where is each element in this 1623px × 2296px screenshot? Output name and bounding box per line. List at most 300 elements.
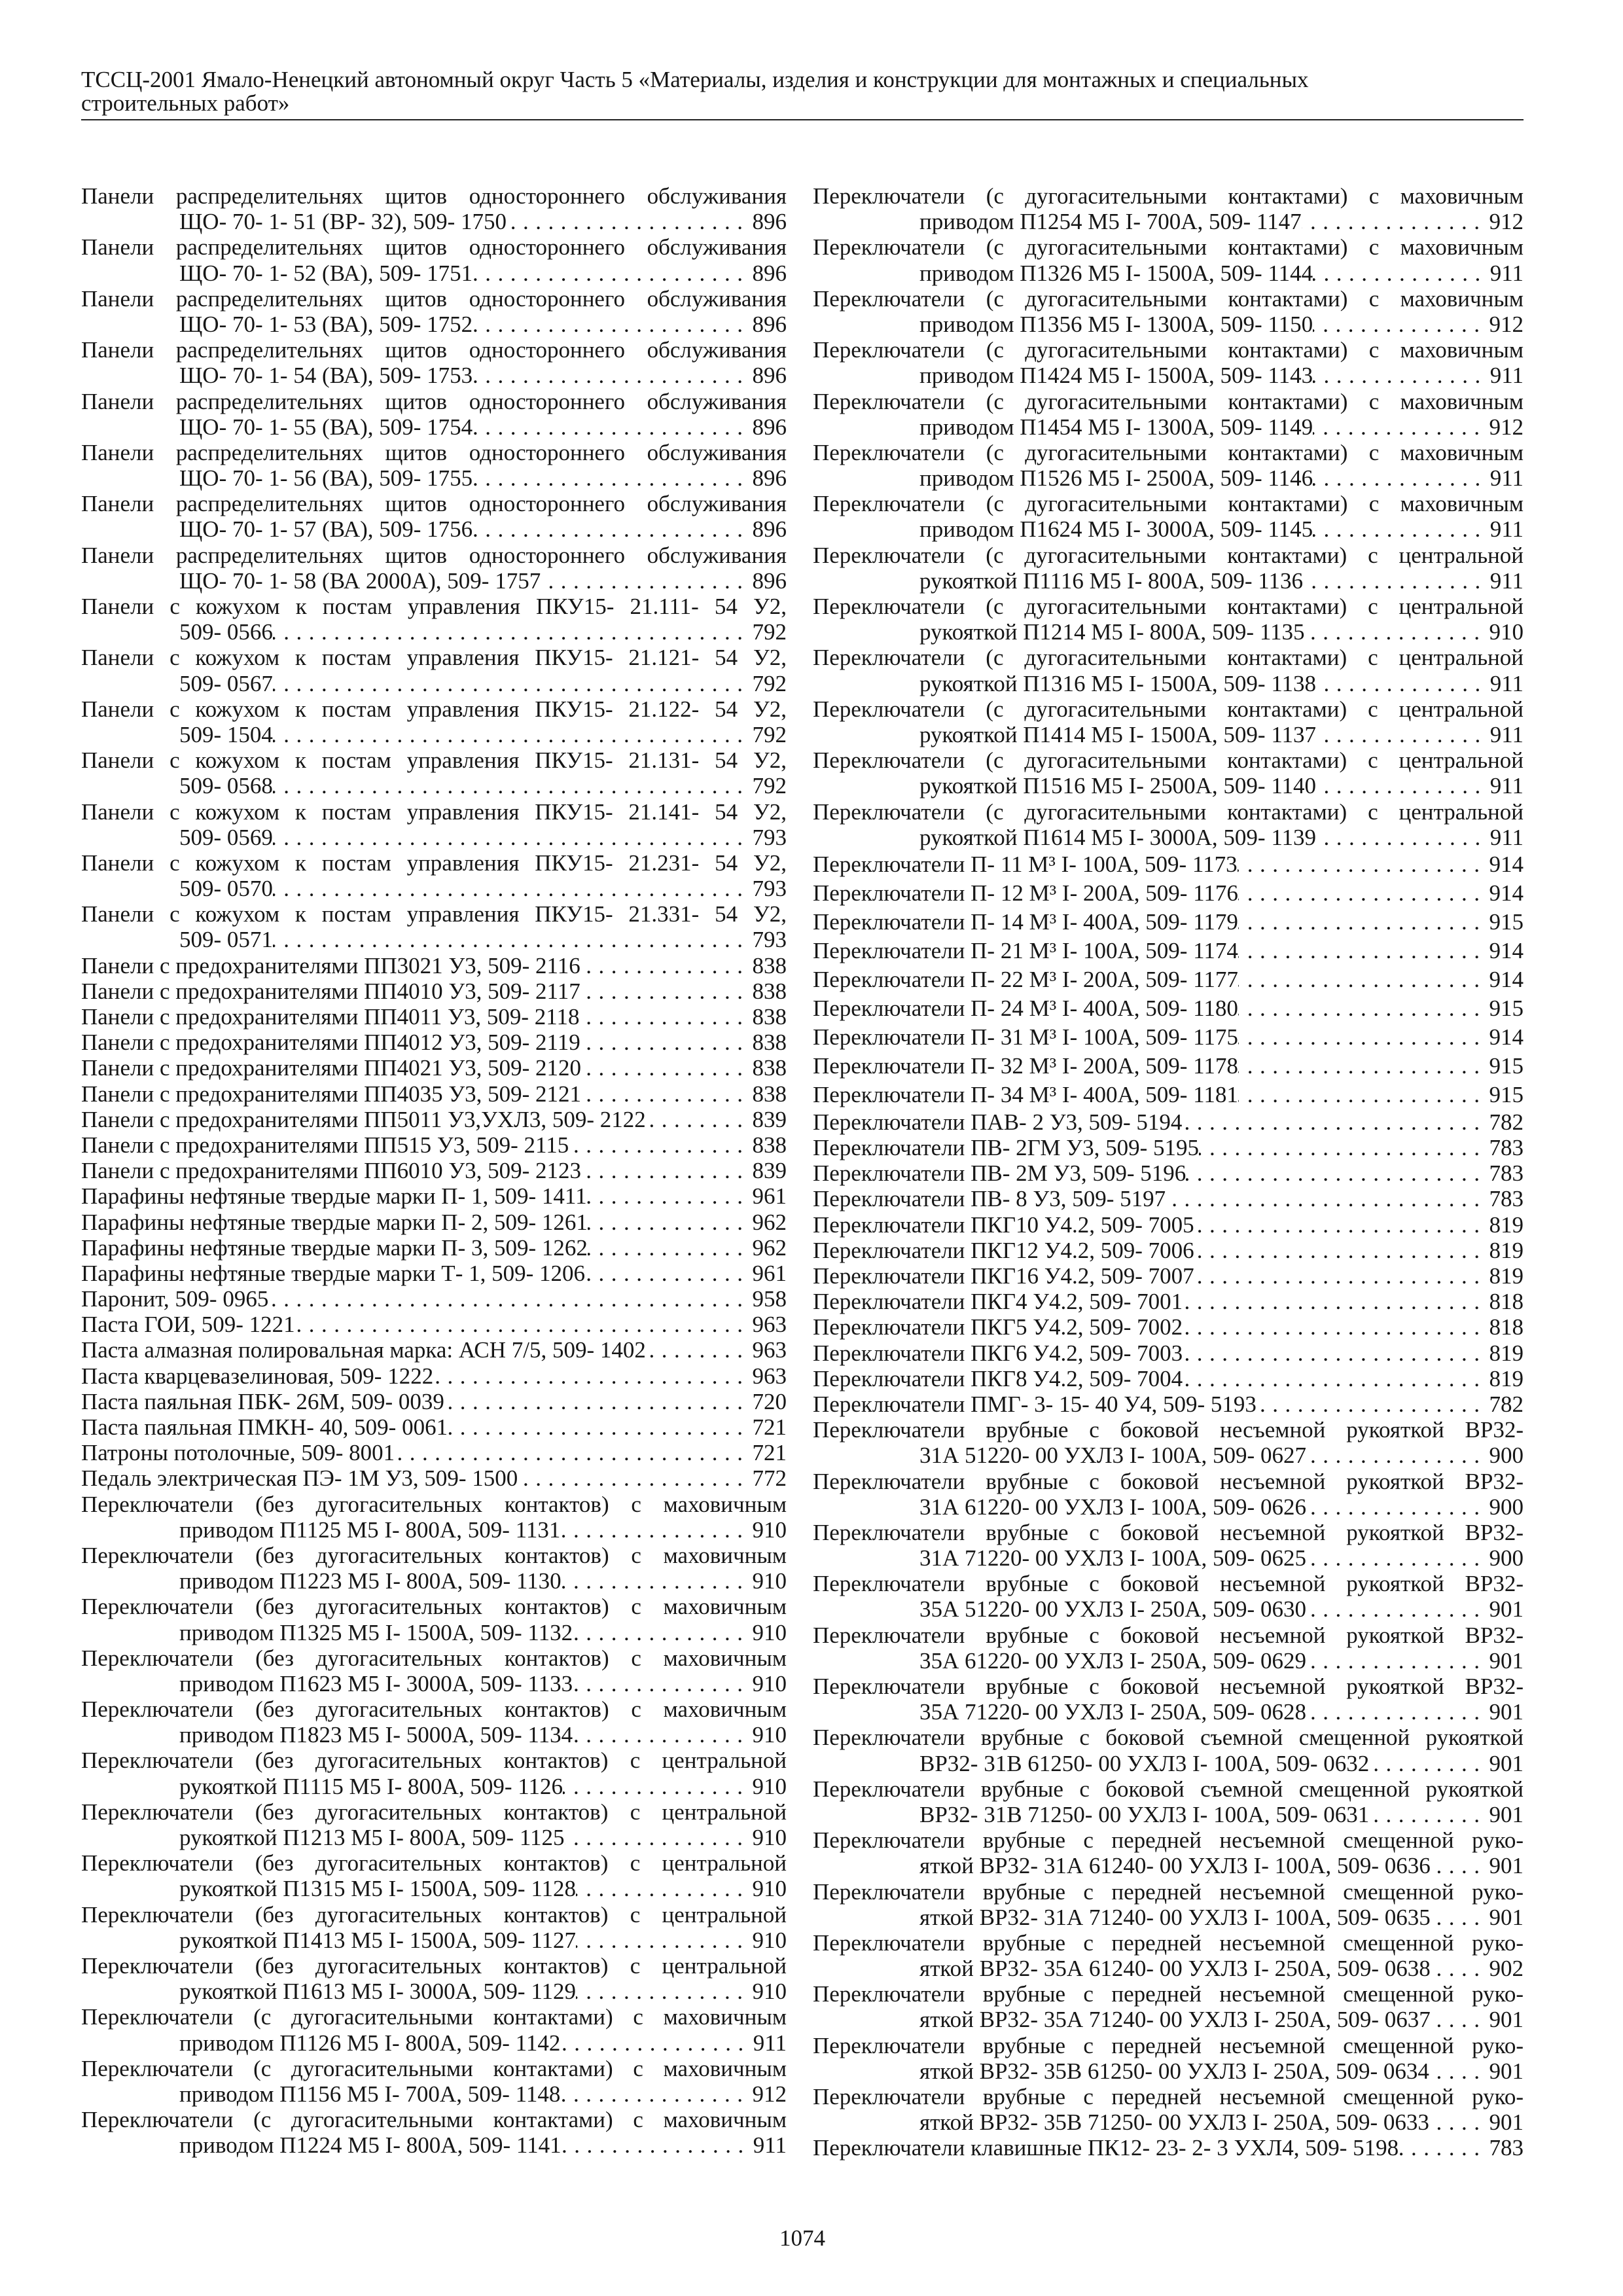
entry-page-number: 896	[752, 311, 787, 337]
dot-leader	[1186, 1160, 1489, 1186]
entry-page-number: 911	[1489, 363, 1524, 389]
entry-line	[813, 1314, 1524, 1340]
entry-page-number: 910	[752, 1927, 787, 1953]
entry-text: Переключатели клавишные ПК12- 23- 2- 3 УХЛ4, 509- 5198	[813, 2135, 1399, 2161]
entry-line	[81, 1620, 787, 1645]
entry-text: Переключатели ПМГ- 3- 15- 40 У4, 509- 5193	[813, 1391, 1257, 1417]
dot-leader	[1313, 516, 1490, 542]
dot-leader	[1238, 1023, 1489, 1052]
entry-text: ЩО- 70- 1- 55 (ВА), 509- 1754	[179, 414, 473, 440]
index-entry	[813, 234, 1524, 285]
entry-text: Переключатели П- 34 М³ I- 400А, 509- 1181	[813, 1081, 1238, 1107]
dot-leader	[1238, 879, 1489, 908]
index-entry	[813, 286, 1524, 337]
entry-first-line: Панели распределительнях щитов одностороннего обслуживания	[81, 234, 787, 260]
dot-leader	[1194, 1238, 1489, 1263]
entry-line	[81, 978, 787, 1004]
dot-leader	[273, 927, 753, 952]
entry-text: Переключатели П- 12 М³ I- 200А, 509- 1176	[813, 880, 1238, 906]
entry-line	[81, 1568, 787, 1594]
entry-text: 509- 0571	[179, 927, 273, 953]
dot-leader	[562, 1568, 753, 1594]
dot-leader	[1316, 671, 1490, 696]
dot-leader	[1302, 209, 1489, 234]
entry-first-line: Переключатели (с дугогасительными контактами) с центральной	[813, 696, 1524, 722]
index-entry	[81, 953, 787, 978]
dot-leader	[569, 1132, 752, 1158]
entry-text: Педаль электрическая ПЭ- 1М У3, 509- 1500	[81, 1465, 518, 1492]
entry-first-line: Панели распределительнях щитов одностороннего обслуживания	[81, 183, 787, 209]
index-entry	[81, 645, 787, 696]
entry-text: Паста кварцевазелиновая, 509- 1222	[81, 1363, 434, 1389]
entry-page-number: 911	[1489, 824, 1524, 850]
dot-leader	[273, 671, 753, 696]
entry-page-number: 911	[1489, 516, 1524, 543]
entry-page-number: 838	[752, 952, 787, 978]
index-entry	[81, 747, 787, 798]
entry-text: яткой ВР32- 35В 71250- 00 УХЛ3 I- 250А, 509- 0633	[919, 2109, 1429, 2136]
entry-page-number: 839	[752, 1158, 787, 1184]
dot-leader	[1313, 363, 1490, 388]
entry-line	[81, 1979, 787, 2004]
entry-text: Панели с предохранителями ПП6010 У3, 509- 2123	[81, 1158, 582, 1184]
entry-first-line: Панели с кожухом к постам управления ПКУ15- 21.231- 54 У2,	[81, 850, 787, 876]
index-entry	[81, 799, 787, 850]
index-entry	[813, 965, 1524, 994]
entry-line	[813, 1391, 1524, 1417]
entry-first-line: Переключатели (без дугогасительных контактов) с маховичным	[81, 1696, 787, 1723]
entry-text: Переключатели ПВ- 8 У3, 509- 5197	[813, 1186, 1166, 1212]
entry-line	[813, 2109, 1524, 2135]
entry-line	[813, 516, 1524, 542]
entry-text: Переключатели П- 31 М³ I- 100А, 509- 1175	[813, 1024, 1238, 1050]
dot-leader	[580, 1030, 753, 1055]
entry-page-number: 914	[1489, 966, 1524, 992]
entry-line	[813, 1052, 1524, 1081]
entry-text: Переключатели ПКГ4 У4.2, 509- 7001	[813, 1289, 1183, 1315]
entry-page-number: 910	[752, 1876, 787, 1902]
entry-text: Переключатели ПКГ12 У4.2, 509- 7006	[813, 1237, 1194, 1263]
dot-leader	[395, 1440, 752, 1465]
entry-text: приводом П1624 М5 I- 3000А, 509- 1145	[919, 516, 1313, 543]
entry-page-number: 961	[752, 1183, 787, 1210]
entry-text: Панели с предохранителями ПП4011 У3, 509- 2118	[81, 1004, 580, 1030]
entry-line	[813, 671, 1524, 696]
entry-line	[81, 1774, 787, 1799]
entry-first-line: Переключатели врубные с передней несъемной смещенной руко-	[813, 1981, 1524, 2007]
entry-page-number: 958	[752, 1286, 787, 1312]
entry-line	[813, 1160, 1524, 1186]
entry-page-number: 911	[1489, 670, 1524, 696]
entry-line	[813, 2007, 1524, 2032]
entry-line	[81, 671, 787, 696]
entry-line	[813, 1648, 1524, 1674]
dot-leader	[1199, 1135, 1489, 1160]
entry-text: Переключатели П- 24 М³ I- 400А, 509- 1180	[813, 995, 1238, 1021]
entry-text: Панели с предохранителями ПП4021 У3, 509- 2120	[81, 1055, 582, 1081]
dot-leader	[1316, 825, 1490, 850]
entry-line	[81, 465, 787, 491]
entry-page-number: 896	[752, 209, 787, 235]
entry-text: Переключатели ПКГ16 У4.2, 509- 7007	[813, 1263, 1194, 1289]
entry-line	[81, 260, 787, 286]
entry-page-number: 901	[1489, 2109, 1524, 2136]
entry-first-line: Переключатели (с дугогасительными контактами) с маховичным	[813, 491, 1524, 517]
index-entry	[81, 1902, 787, 1953]
entry-line	[813, 1443, 1524, 1468]
index-entry	[813, 1340, 1524, 1366]
entry-text: ВР32- 31В 71250- 00 УХЛ3 I- 100А, 509- 0631	[919, 1801, 1370, 1827]
entry-first-line: Переключатели (без дугогасительных контактов) с маховичным	[81, 1645, 787, 1671]
entry-first-line: Панели распределительнях щитов одностороннего обслуживания	[81, 337, 787, 363]
index-entry	[81, 389, 787, 440]
entry-page-number: 915	[1489, 1052, 1524, 1079]
entry-text: приводом П1125 М5 I- 800А, 509- 1131	[179, 1516, 561, 1543]
dot-leader	[1316, 773, 1490, 798]
entry-page-number: 782	[1489, 1109, 1524, 1135]
entry-page-number: 914	[1489, 880, 1524, 906]
entry-page-number: 900	[1489, 1545, 1524, 1571]
dot-leader	[1431, 1853, 1489, 1878]
dot-leader	[473, 414, 752, 440]
index-entry	[81, 491, 787, 542]
entry-text: приводом П1126 М5 I- 800А, 509- 1142	[179, 2030, 561, 2056]
index-entry	[813, 183, 1524, 234]
entry-text: яткой ВР32- 35В 61250- 00 УХЛ3 I- 250А, 509- 0634	[919, 2058, 1429, 2084]
dot-leader	[1166, 1186, 1489, 1211]
entry-first-line: Переключатели (без дугогасительных контактов) с центральной	[81, 1748, 787, 1774]
entry-page-number: 838	[752, 1081, 787, 1107]
entry-page-number: 901	[1489, 1904, 1524, 1930]
entry-first-line: Переключатели (без дугогасительных контактов) с маховичным	[81, 1542, 787, 1568]
entry-page-number: 900	[1489, 1494, 1524, 1520]
entry-page-number: 911	[1489, 260, 1524, 286]
dot-leader	[562, 2132, 753, 2158]
entry-text: рукояткой П1115 М5 I- 800А, 509- 1126	[179, 1773, 563, 1799]
index-entry	[813, 1725, 1524, 1776]
entry-first-line: Переключатели (с дугогасительными контактами) с центральной	[813, 542, 1524, 568]
entry-first-line: Панели с кожухом к постам управления ПКУ15- 21.122- 54 У2,	[81, 696, 787, 722]
dot-leader	[1183, 1314, 1489, 1340]
entry-page-number: 914	[1489, 1024, 1524, 1050]
entry-text: рукояткой П1316 М5 I- 1500А, 509- 1138	[919, 670, 1317, 696]
entry-page-number: 772	[752, 1465, 787, 1492]
index-entry	[81, 2107, 787, 2158]
entry-first-line: Переключатели (без дугогасительных контактов) с маховичным	[81, 1594, 787, 1620]
entry-text: рукояткой П1315 М5 I- 1500А, 509- 1128	[179, 1876, 577, 1902]
index-entry	[813, 879, 1524, 908]
entry-line	[81, 1465, 787, 1491]
entry-page-number: 901	[1489, 1699, 1524, 1725]
entry-line	[81, 209, 787, 234]
entry-first-line: Переключатели (с дугогасительными контактами) с маховичным	[81, 2004, 787, 2030]
index-entry	[81, 901, 787, 952]
entry-first-line: Переключатели врубные с боковой несъемной рукояткой ВР32-	[813, 1622, 1524, 1648]
dot-leader	[518, 1465, 752, 1491]
entry-text: 509- 0570	[179, 876, 273, 902]
dot-leader	[573, 1671, 752, 1696]
entry-text: приводом П1325 М5 I- 1500А, 509- 1132	[179, 1619, 573, 1645]
dot-leader	[581, 1055, 752, 1081]
entry-text: Переключатели П- 14 М³ I- 400А, 509- 1179	[813, 908, 1238, 935]
entry-first-line: Переключатели (без дугогасительных контактов) с центральной	[81, 1799, 787, 1825]
entry-first-line: Панели с кожухом к постам управления ПКУ15- 21.141- 54 У2,	[81, 798, 787, 825]
entry-first-line: Переключатели (с дугогасительными контактами) с центральной	[813, 645, 1524, 671]
entry-text: рукояткой П1613 М5 I- 3000А, 509- 1129	[179, 1979, 577, 2005]
index-entry	[813, 696, 1524, 747]
index-entry	[813, 594, 1524, 645]
entry-page-number: 963	[752, 1363, 787, 1389]
entry-line	[81, 516, 787, 542]
index-entry	[81, 543, 787, 594]
entry-page-number: 911	[753, 2132, 787, 2159]
entry-page-number: 912	[1489, 209, 1524, 235]
dot-leader	[1369, 1751, 1489, 1776]
index-entry	[813, 1981, 1524, 2032]
entry-text: приводом П1823 М5 I- 5000А, 509- 1134	[179, 1722, 573, 1748]
entry-page-number: 912	[1489, 311, 1524, 337]
dot-leader	[576, 1928, 752, 1953]
dot-leader	[1313, 260, 1490, 286]
index-entry	[81, 594, 787, 645]
index-entry	[81, 1850, 787, 1901]
entry-text: Паронит, 509- 0965	[81, 1286, 269, 1312]
index-entry	[813, 2135, 1524, 2161]
index-entry	[81, 1158, 787, 1183]
entry-text: ЩО- 70- 1- 54 (ВА), 509- 1753	[179, 363, 473, 389]
entry-page-number: 783	[1489, 2135, 1524, 2161]
entry-line	[81, 1183, 787, 1209]
entry-text: приводом П1526 М5 I- 2500А, 509- 1146	[919, 465, 1313, 492]
entry-text: ВР32- 31В 61250- 00 УХЛ3 I- 100А, 509- 0632	[919, 1750, 1370, 1776]
entry-page-number: 962	[752, 1234, 787, 1261]
entry-page-number: 819	[1489, 1237, 1524, 1263]
dot-leader	[580, 978, 753, 1004]
entry-line	[813, 1905, 1524, 1930]
index-entry	[81, 1440, 787, 1465]
entry-text: яткой ВР32- 35А 71240- 00 УХЛ3 I- 250А, 509- 0637	[919, 2007, 1431, 2033]
index-entry	[81, 850, 787, 901]
entry-page-number: 782	[1489, 1391, 1524, 1417]
index-entry	[81, 2056, 787, 2107]
entry-page-number: 911	[1489, 773, 1524, 799]
entry-first-line: Переключатели (без дугогасительных контактов) с центральной	[81, 1850, 787, 1876]
entry-line	[81, 1055, 787, 1081]
entry-first-line: Переключатели (с дугогасительными контактами) с маховичным	[81, 2107, 787, 2133]
entry-text: 31А 71220- 00 УХЛ3 I- 100А, 509- 0625	[919, 1545, 1306, 1571]
dot-leader	[1431, 1905, 1489, 1930]
dot-leader	[580, 953, 753, 978]
dot-leader	[1399, 2135, 1489, 2161]
dot-leader	[433, 1363, 752, 1389]
index-entry	[813, 799, 1524, 850]
entry-first-line: Переключатели врубные с передней несъемной смещенной руко-	[813, 1827, 1524, 1854]
entry-text: 509- 0566	[179, 619, 273, 645]
entry-line	[81, 1004, 787, 1030]
dot-leader	[1183, 1340, 1489, 1366]
dot-leader	[1238, 965, 1489, 994]
entry-text: 35А 51220- 00 УХЛ3 I- 250А, 509- 0630	[919, 1596, 1306, 1623]
entry-text: Патроны потолочные, 509- 8001	[81, 1440, 395, 1466]
entry-text: Переключатели П- 22 М³ I- 200А, 509- 1177	[813, 966, 1238, 992]
entry-page-number: 910	[752, 1568, 787, 1594]
entry-text: ЩО- 70- 1- 53 (ВА), 509- 1752	[179, 311, 473, 337]
index-entry	[813, 2033, 1524, 2084]
entry-page-number: 915	[1489, 908, 1524, 935]
entry-page-number: 910	[752, 1670, 787, 1696]
entry-first-line: Переключатели (с дугогасительными контактами) с маховичным	[813, 439, 1524, 465]
dot-leader	[1306, 1699, 1489, 1725]
index-entry	[81, 1389, 787, 1414]
entry-page-number: 901	[1489, 1853, 1524, 1879]
entry-text: Паста ГОИ, 509- 1221	[81, 1312, 295, 1338]
entry-page-number: 901	[1489, 1750, 1524, 1776]
entry-line	[81, 312, 787, 337]
dot-leader	[565, 1825, 753, 1850]
entry-line	[81, 1363, 787, 1389]
entry-line	[813, 965, 1524, 994]
entry-text: яткой ВР32- 35А 61240- 00 УХЛ3 I- 250А, 509- 0638	[919, 1956, 1431, 1982]
entry-first-line: Панели распределительнях щитов одностороннего обслуживания	[81, 388, 787, 414]
entry-line	[81, 1261, 787, 1286]
entry-line	[81, 953, 787, 978]
entry-page-number: 819	[1489, 1365, 1524, 1391]
index-entry	[813, 1314, 1524, 1340]
dot-leader	[273, 773, 753, 798]
index-entry	[813, 1212, 1524, 1238]
index-entry	[81, 1183, 787, 1209]
entry-page-number: 910	[752, 1619, 787, 1645]
dot-leader	[560, 2030, 753, 2056]
entry-text: 35А 61220- 00 УХЛ3 I- 250А, 509- 0629	[919, 1647, 1306, 1674]
entry-line	[81, 414, 787, 440]
index-entry	[813, 850, 1524, 879]
entry-page-number: 915	[1489, 1081, 1524, 1107]
index-entry	[813, 1023, 1524, 1052]
index-entry	[813, 1623, 1524, 1674]
entry-page-number: 838	[752, 1030, 787, 1056]
index-entry	[813, 440, 1524, 491]
entry-line	[81, 1825, 787, 1850]
index-entry	[81, 1492, 787, 1543]
entry-page-number: 818	[1489, 1289, 1524, 1315]
entry-first-line: Панели с кожухом к постам управления ПКУ15- 21.331- 54 У2,	[81, 901, 787, 927]
entry-page-number: 896	[752, 414, 787, 440]
dot-leader	[273, 825, 753, 850]
entry-page-number: 838	[752, 1055, 787, 1081]
entry-text: ЩО- 70- 1- 56 (ВА), 509- 1755	[179, 465, 473, 492]
index-entry	[813, 1263, 1524, 1289]
entry-line	[81, 1414, 787, 1440]
entry-line	[813, 1212, 1524, 1238]
entry-line	[813, 209, 1524, 234]
entry-text: яткой ВР32- 31А 71240- 00 УХЛ3 I- 100А, 509- 0635	[919, 1904, 1431, 1930]
index-entry	[81, 2004, 787, 2055]
entry-page-number: 896	[752, 567, 787, 594]
entry-first-line: Панели распределительнях щитов одностороннего обслуживания	[81, 491, 787, 517]
index-entry	[81, 1363, 787, 1389]
entry-text: ЩО- 70- 1- 57 (ВА), 509- 1756	[179, 516, 473, 543]
entry-text: рукояткой П1414 М5 I- 1500А, 509- 1137	[919, 721, 1317, 747]
dot-leader	[1257, 1391, 1489, 1417]
entry-page-number: 819	[1489, 1211, 1524, 1238]
entry-text: 31А 51220- 00 УХЛ3 I- 100А, 509- 0627	[919, 1443, 1306, 1469]
entry-line	[813, 908, 1524, 937]
entry-first-line: Переключатели (с дугогасительными контактами) с маховичным	[81, 2055, 787, 2081]
index-entry	[813, 1930, 1524, 1981]
index-column-right	[813, 183, 1524, 2161]
index-entry	[81, 1953, 787, 2004]
entry-line	[813, 2058, 1524, 2084]
entry-line	[813, 363, 1524, 388]
dot-leader	[473, 260, 752, 286]
index-entry	[81, 440, 787, 491]
index-entry	[81, 1594, 787, 1645]
entry-first-line: Переключатели (с дугогасительными контактами) с центральной	[813, 747, 1524, 774]
index-entry	[813, 1109, 1524, 1135]
entry-line	[81, 1517, 787, 1543]
entry-page-number: 911	[1489, 721, 1524, 747]
entry-line	[81, 2081, 787, 2107]
index-entry	[81, 1312, 787, 1337]
dot-leader	[573, 1620, 752, 1645]
entry-text: приводом П1223 М5 I- 800А, 509- 1130	[179, 1568, 562, 1594]
entry-first-line: Переключатели врубные с передней несъемной смещенной руко-	[813, 1929, 1524, 1956]
entry-text: рукояткой П1214 М5 I- 800А, 509- 1135	[919, 619, 1305, 645]
index-entry	[813, 1160, 1524, 1186]
entry-page-number: 792	[752, 670, 787, 696]
entry-line	[813, 1081, 1524, 1109]
index-entry	[81, 183, 787, 234]
index-entry	[81, 1004, 787, 1030]
entry-first-line: Переключатели врубные с передней несъемной смещенной руко-	[813, 2084, 1524, 2109]
entry-line	[81, 363, 787, 388]
entry-page-number: 783	[1489, 1160, 1524, 1187]
index-entry	[81, 1465, 787, 1491]
entry-line	[81, 1440, 787, 1465]
dot-leader	[1303, 568, 1490, 594]
entry-first-line: Панели с кожухом к постам управления ПКУ15- 21.131- 54 У2,	[81, 747, 787, 774]
entry-text: рукояткой П1413 М5 I- 1500А, 509- 1127	[179, 1927, 577, 1953]
entry-text: приводом П1224 М5 I- 800А, 509- 1141	[179, 2132, 562, 2159]
entry-text: 509- 0567	[179, 670, 273, 696]
dot-leader	[587, 1183, 753, 1209]
entry-page-number: 910	[752, 1979, 787, 2005]
index-entry	[813, 1081, 1524, 1109]
entry-page-number: 910	[752, 1722, 787, 1748]
entry-text: Паста паяльная ПБК- 26М, 509- 0039	[81, 1388, 444, 1414]
index-entry	[813, 337, 1524, 388]
index-entry	[81, 1696, 787, 1748]
dot-leader	[1431, 1956, 1489, 1981]
dot-leader	[646, 1107, 753, 1132]
entry-page-number: 914	[1489, 851, 1524, 877]
entry-text: Переключатели П- 11 М³ I- 100А, 509- 1173	[813, 851, 1238, 877]
entry-page-number: 910	[752, 1825, 787, 1850]
index-entry	[813, 994, 1524, 1023]
entry-first-line: Панели с кожухом к постам управления ПКУ15- 21.111- 54 У2,	[81, 594, 787, 619]
dot-leader	[579, 1004, 752, 1030]
entry-line	[81, 2030, 787, 2056]
entry-first-line: Переключатели (с дугогасительными контактами) с маховичным	[813, 285, 1524, 312]
index-entry	[81, 1645, 787, 1696]
entry-line	[81, 722, 787, 747]
entry-line	[813, 1023, 1524, 1052]
entry-first-line: Переключатели врубные с передней несъемной смещенной руко-	[813, 1878, 1524, 1905]
entry-text: Паста паяльная ПМКН- 40, 509- 0061	[81, 1414, 448, 1440]
entry-text: Панели с предохранителями ПП4010 У3, 509- 2117	[81, 978, 580, 1004]
entry-page-number: 910	[1489, 619, 1524, 645]
